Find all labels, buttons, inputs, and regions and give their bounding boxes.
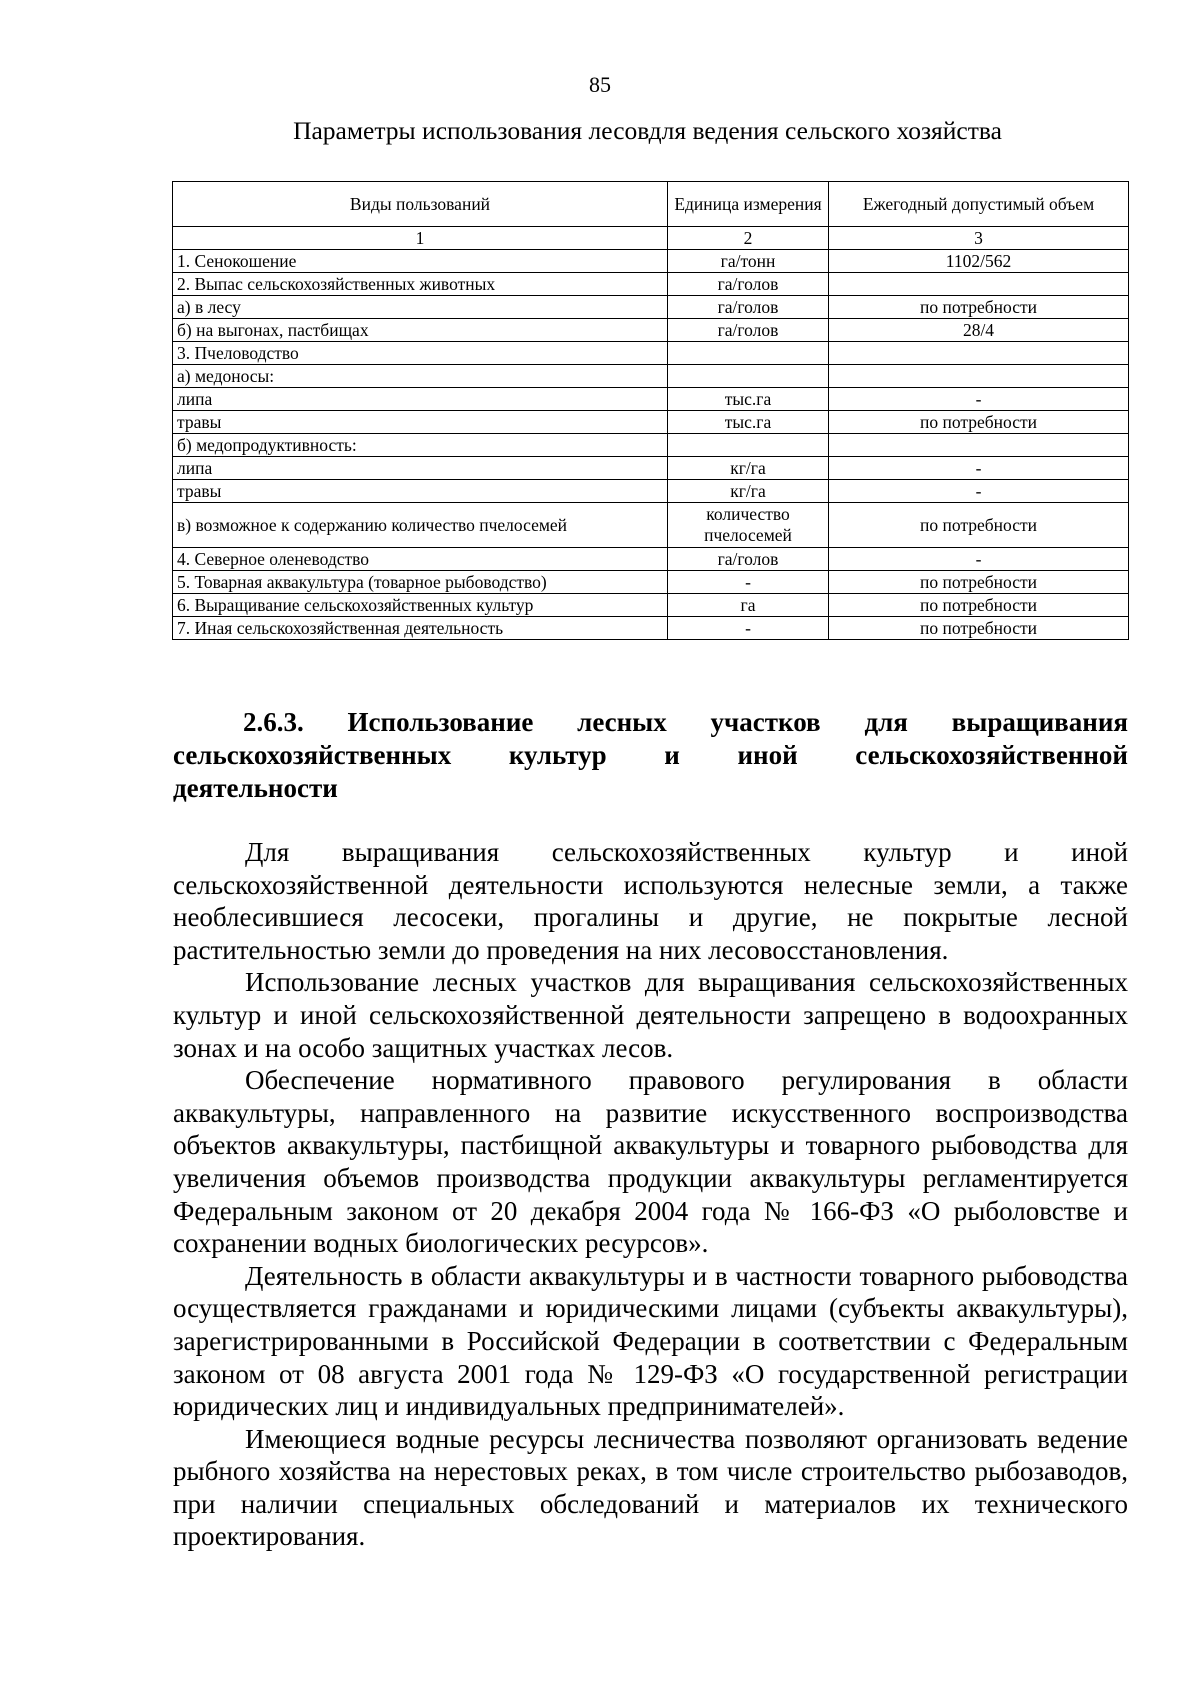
column-number: 1	[173, 227, 668, 250]
row-name: а) в лесу	[173, 296, 668, 319]
table-row	[173, 319, 1129, 342]
row-unit: га/голов	[668, 296, 829, 319]
row-unit: га/голов	[668, 548, 829, 571]
row-volume: 28/4	[829, 319, 1129, 342]
row-volume: по потребности	[829, 571, 1129, 594]
section-heading-line: сельскохозяйственных культур и иной сельскохозяйственной	[173, 740, 1128, 770]
section-body	[173, 836, 1128, 1553]
paragraph: Использование лесных участков для выращивания сельскохозяйственных культур и иной сельскохозяйственной деятельности запрещено в водоохранных зонах и на особо защитных участках лесов.	[173, 967, 1128, 1063]
table-header-row	[173, 182, 1129, 227]
table-row	[173, 342, 1129, 365]
row-unit: тыс.га	[668, 388, 829, 411]
table-row	[173, 503, 1129, 548]
row-name: 5. Товарная аквакультура (товарное рыбоводство)	[173, 571, 668, 594]
table-title: Параметры использования лесовдля ведения сельского хозяйства	[293, 116, 1002, 145]
row-name: травы	[173, 480, 668, 503]
header-usage-types: Виды пользований	[173, 182, 668, 227]
row-name: 6. Выращивание сельскохозяйственных культур	[173, 594, 668, 617]
table-row	[173, 457, 1129, 480]
row-volume	[829, 273, 1129, 296]
row-unit: количество пчелосемей	[668, 503, 829, 548]
parameters-table	[172, 181, 1129, 640]
row-name: травы	[173, 411, 668, 434]
row-volume: по потребности	[829, 503, 1129, 548]
table-row	[173, 594, 1129, 617]
table-row	[173, 617, 1129, 640]
section-heading-line: деятельности	[173, 773, 338, 803]
table-row	[173, 365, 1129, 388]
table-row	[173, 250, 1129, 273]
row-volume: по потребности	[829, 296, 1129, 319]
row-unit: кг/га	[668, 457, 829, 480]
table-row	[173, 571, 1129, 594]
row-volume	[829, 365, 1129, 388]
row-unit: -	[668, 617, 829, 640]
column-number-row	[173, 227, 1129, 250]
row-volume: -	[829, 457, 1129, 480]
row-name: 2. Выпас сельскохозяйственных животных	[173, 273, 668, 296]
row-volume: по потребности	[829, 594, 1129, 617]
row-unit	[668, 342, 829, 365]
column-number: 3	[829, 227, 1129, 250]
row-name: б) на выгонах, пастбищах	[173, 319, 668, 342]
row-name: 7. Иная сельскохозяйственная деятельность	[173, 617, 668, 640]
row-volume: -	[829, 480, 1129, 503]
row-volume: -	[829, 548, 1129, 571]
table-row	[173, 411, 1129, 434]
row-name: 3. Пчеловодство	[173, 342, 668, 365]
table-row	[173, 434, 1129, 457]
row-unit: тыс.га	[668, 411, 829, 434]
row-name: липа	[173, 457, 668, 480]
section-heading-line: 2.6.3. Использование лесных участков для выращивания	[243, 707, 1128, 737]
row-volume: по потребности	[829, 617, 1129, 640]
header-annual-volume: Ежегодный допустимый объем	[829, 182, 1129, 227]
page-number: 85	[589, 72, 611, 97]
row-unit: га/голов	[668, 273, 829, 296]
header-unit: Единица измерения	[668, 182, 829, 227]
row-name: 1. Сенокошение	[173, 250, 668, 273]
row-unit: га/голов	[668, 319, 829, 342]
row-name: а) медоносы:	[173, 365, 668, 388]
table-row	[173, 548, 1129, 571]
row-volume: 1102/562	[829, 250, 1129, 273]
section-heading	[173, 706, 1128, 805]
paragraph: Деятельность в области аквакультуры и в частности товарного рыбоводства осуществляется гражданами и юридическими лицами (субъекты аквакультуры), зарегистрированными в Российской Федерации в соответствии с Федеральным законом от 08 августа 2001 года № 129-ФЗ «О государственной регистрации юридических лиц и индивидуальных предпринимателей».	[173, 1260, 1128, 1422]
row-name: б) медопродуктивность:	[173, 434, 668, 457]
row-name: 4. Северное оленеводство	[173, 548, 668, 571]
table-row	[173, 273, 1129, 296]
row-volume	[829, 342, 1129, 365]
row-unit: -	[668, 571, 829, 594]
row-name: липа	[173, 388, 668, 411]
row-unit	[668, 434, 829, 457]
row-volume: -	[829, 388, 1129, 411]
row-unit	[668, 365, 829, 388]
row-unit: га	[668, 594, 829, 617]
table-row	[173, 480, 1129, 503]
paragraph: Имеющиеся водные ресурсы лесничества позволяют организовать ведение рыбного хозяйства на нерестовых реках, в том числе строительство рыбозаводов, при наличии специальных обследований и материалов их технического проектирования.	[173, 1423, 1128, 1552]
paragraph: Обеспечение нормативного правового регулирования в области аквакультуры, направленного на развитие искусственного воспроизводства объектов аквакультуры, пастбищной аквакультуры и товарного рыбоводства для увеличения объемов производства продукции аквакультуры регламентируется Федеральным законом от 20 декабря 2004 года № 166-ФЗ «О рыболовстве и сохранении водных биологических ресурсов».	[173, 1065, 1128, 1259]
paragraph: Для выращивания сельскохозяйственных культур и иной сельскохозяйственной деятельности используются нелесные земли, а также необлесившиеся лесосеки, прогалины и другие, не покрытые лесной растительностью земли до проведения на них лесовосстановления.	[173, 837, 1128, 965]
table-row	[173, 388, 1129, 411]
row-volume	[829, 434, 1129, 457]
column-number: 2	[668, 227, 829, 250]
row-unit: кг/га	[668, 480, 829, 503]
row-volume: по потребности	[829, 411, 1129, 434]
table-row	[173, 296, 1129, 319]
row-unit: га/тонн	[668, 250, 829, 273]
row-name: в) возможное к содержанию количество пчелосемей	[173, 503, 668, 548]
